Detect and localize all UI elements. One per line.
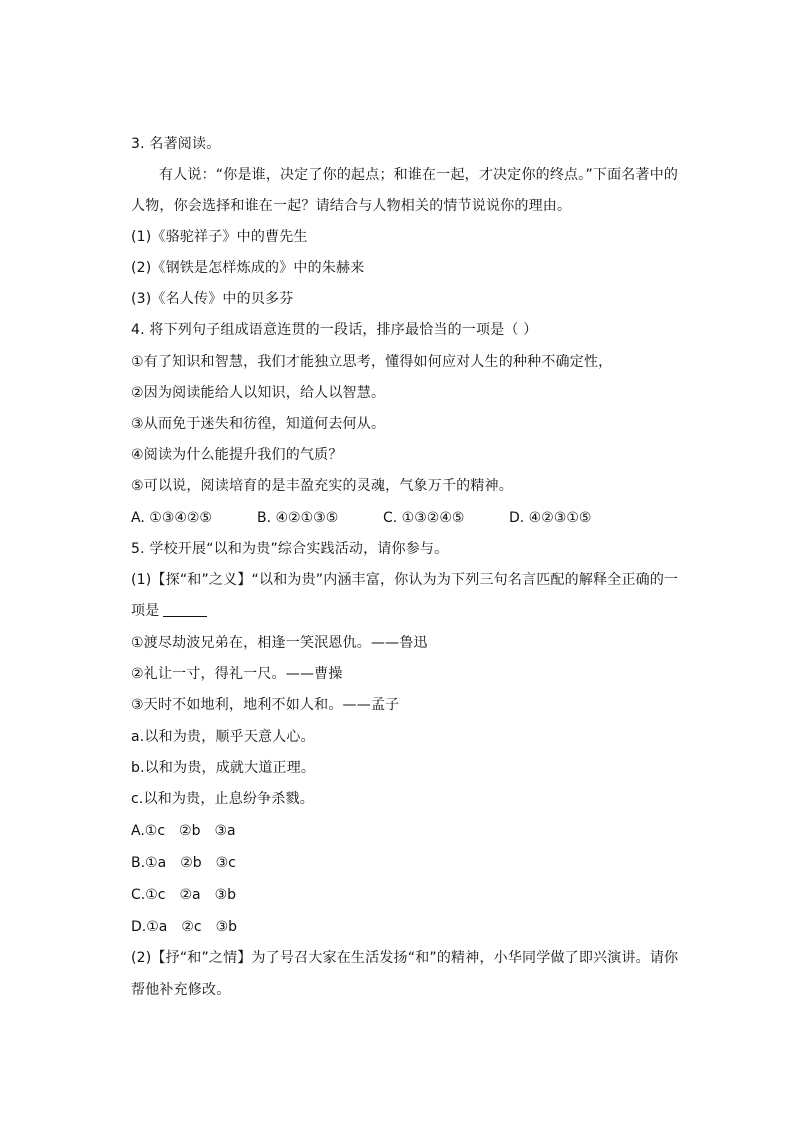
q3-heading: 3. 名著阅读。 bbox=[131, 136, 221, 152]
q3-intro-line1: 有人说：“你是谁，决定了你的起点；和谁在一起，才决定你的终点。”下面名著中的 bbox=[159, 167, 679, 183]
q5-p2-line1: (2)【抒“和”之情】为了号召大家在生活发扬“和”的精神，小华同学做了即兴演讲。请你 bbox=[131, 950, 679, 966]
q4-choice-b: B. ④②①③⑤ bbox=[257, 510, 339, 526]
q3-item-2: (2)《钢铁是怎样炼成的》中的朱赫来 bbox=[131, 260, 365, 276]
q4-sentence-1: ①有了知识和智慧，我们才能独立思考，懂得如何应对人生的种种不确定性， bbox=[131, 354, 613, 370]
q5-option-c bbox=[131, 885, 250, 905]
q5-option-d bbox=[131, 917, 251, 937]
q5-option-c-2: ②a bbox=[179, 887, 201, 903]
q4-choice-a: A. ①③④②⑤ bbox=[131, 510, 212, 526]
q4-sentence-4: ④阅读为什么能提升我们的气质？ bbox=[131, 447, 343, 463]
q4-sentence-5: ⑤可以说，阅读培育的是丰盈充实的灵魂，气象万千的精神。 bbox=[131, 478, 513, 494]
q4-sentence-2: ②因为阅读能给人以知识，给人以智慧。 bbox=[131, 385, 386, 401]
q3-item-3: (3)《名人传》中的贝多芬 bbox=[131, 291, 294, 307]
q4-choices bbox=[131, 508, 697, 528]
q5-option-a bbox=[131, 821, 250, 841]
q5-option-b bbox=[131, 853, 250, 873]
q5-p1-line1: (1)【探“和”之义】“以和为贵”内涵丰富，你认为为下列三句名言匹配的解释全正确的一 bbox=[131, 572, 679, 588]
q5-option-c-1: C.①c bbox=[131, 887, 166, 903]
q4-heading: 4. 将下列句子组成语意连贯的一段话，排序最恰当的一项是（ ） bbox=[131, 322, 538, 338]
q5-option-c-3: ③b bbox=[214, 887, 237, 903]
q5-option-a-1: A.①c bbox=[131, 823, 166, 839]
q5-option-b-2: ②b bbox=[180, 855, 202, 871]
q5-explanation-c: c.以和为贵，止息纷争杀戮。 bbox=[131, 791, 314, 807]
q4-choice-c: C. ①③②④⑤ bbox=[383, 510, 465, 526]
q3-intro-line2: 人物，你会选择和谁在一起？请结合与人物相关的情节说说你的理由。 bbox=[131, 198, 572, 214]
q5-option-b-1: B.①a bbox=[131, 855, 167, 871]
q5-quote-1: ①渡尽劫波兄弟在，相逢一笑泯恩仇。——鲁迅 bbox=[131, 635, 428, 651]
answer-blank bbox=[163, 602, 207, 617]
q5-option-a-3: ③a bbox=[214, 823, 236, 839]
q5-option-b-3: ③c bbox=[215, 855, 236, 871]
q5-explanation-b: b.以和为贵，成就大道正理。 bbox=[131, 760, 316, 776]
q5-quote-3: ③天时不如地利，地利不如人和。——孟子 bbox=[131, 697, 400, 713]
q5-option-d-1: D.①a bbox=[131, 919, 168, 935]
q5-option-d-3: ③b bbox=[215, 919, 238, 935]
q5-option-d-2: ②c bbox=[181, 919, 202, 935]
q5-explanation-a: a.以和为贵，顺乎天意人心。 bbox=[131, 729, 315, 745]
q5-heading: 5. 学校开展“以和为贵”综合实践活动，请你参与。 bbox=[131, 541, 449, 557]
q5-p1-line2-text: 项是 bbox=[131, 603, 160, 619]
q4-choice-d: D. ④②③①⑤ bbox=[509, 510, 592, 526]
q5-option-a-2: ②b bbox=[179, 823, 201, 839]
q3-item-1: (1)《骆驼祥子》中的曹先生 bbox=[131, 229, 308, 245]
q5-p1-line2 bbox=[131, 601, 697, 621]
q4-sentence-3: ③从而免于迷失和彷徨，知道何去何从。 bbox=[131, 416, 386, 432]
q5-p2-line2: 帮他补充修改。 bbox=[131, 982, 231, 998]
q5-quote-2: ②礼让一寸，得礼一尺。——曹操 bbox=[131, 666, 343, 682]
